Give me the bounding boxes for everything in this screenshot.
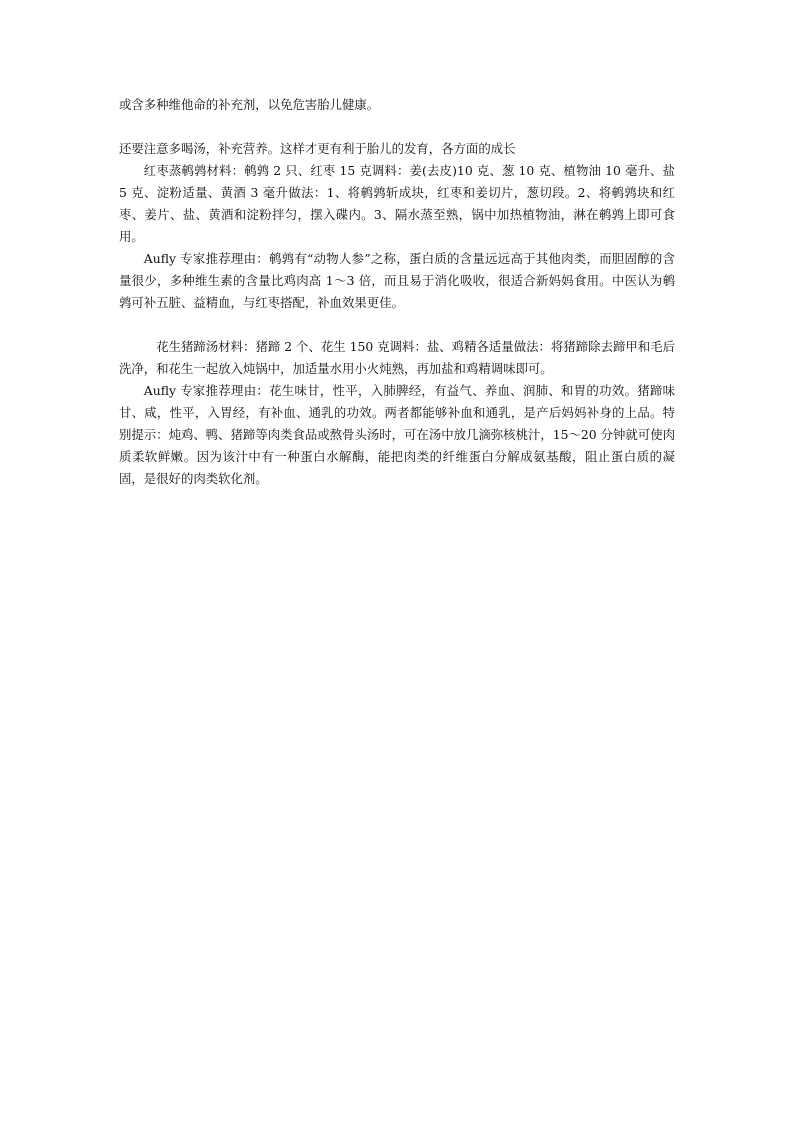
paragraph-spacer bbox=[119, 116, 675, 138]
paragraph-soup-advice: 还要注意多喝汤，补充营养。这样才更有利于胎儿的发育，各方面的成长 bbox=[119, 141, 516, 156]
paragraph-vitamin-note: 或含多种维他命的补充剂，以免危害胎儿健康。 bbox=[119, 97, 380, 112]
paragraph-trotter-recipe: 花生猪蹄汤材料：猪蹄 2 个、花生 150 克调料：盐、鸡精各适量做法：将猪蹄除去蹄甲和毛后洗净，和花生一起放入炖锅中，加适量水用小火炖熟，再加盐和鸡精调味即可。 bbox=[119, 339, 675, 376]
paragraph-quail-reason: Aufly 专家推荐理由：鹌鹑有“动物人参”之称，蛋白质的含量远远高于其他肉类，而胆固醇的含量很少，多种维生素的含量比鸡肉高 1～3 倍，而且易于消化吸收，很适合新妈妈食用。中医认为鹌鹑可补五脏、益精血，与红枣搭配，补血效果更佳。 bbox=[119, 251, 675, 310]
paragraph-quail-recipe: 红枣蒸鹌鹑材料：鹌鹑 2 只、红枣 15 克调料：姜(去皮)10 克、葱 10 克、植物油 10 毫升、盐 5 克、淀粉适量、黄酒 3 毫升做法：1、将鹌鹑斩成块，红枣和姜切片，葱切段。2、将鹌鹑块和红枣、姜片、盐、黄酒和淀粉拌匀，摆入碟内。3、隔水蒸至熟，锅中加热植物油，淋在鹌鹑上即可食用。 bbox=[119, 163, 675, 244]
document-body bbox=[119, 94, 675, 490]
paragraph-trotter-reason: Aufly 专家推荐理由：花生味甘，性平，入肺脾经，有益气、养血、润肺、和胃的功效。猪蹄味甘、咸，性平，入胃经，有补血、通乳的功效。两者都能够补血和通乳，是产后妈妈补身的上品。特别提示：炖鸡、鸭、猪蹄等肉类食品或熬骨头汤时，可在汤中放几滴弥核桃汁，15～20 分钟就可使肉质柔软鲜嫩。因为该汁中有一种蛋白水解酶，能把肉类的纤维蛋白分解成氨基酸，阻止蛋白质的凝固，是很好的肉类软化剂。 bbox=[119, 383, 675, 486]
paragraph-spacer bbox=[119, 314, 675, 336]
